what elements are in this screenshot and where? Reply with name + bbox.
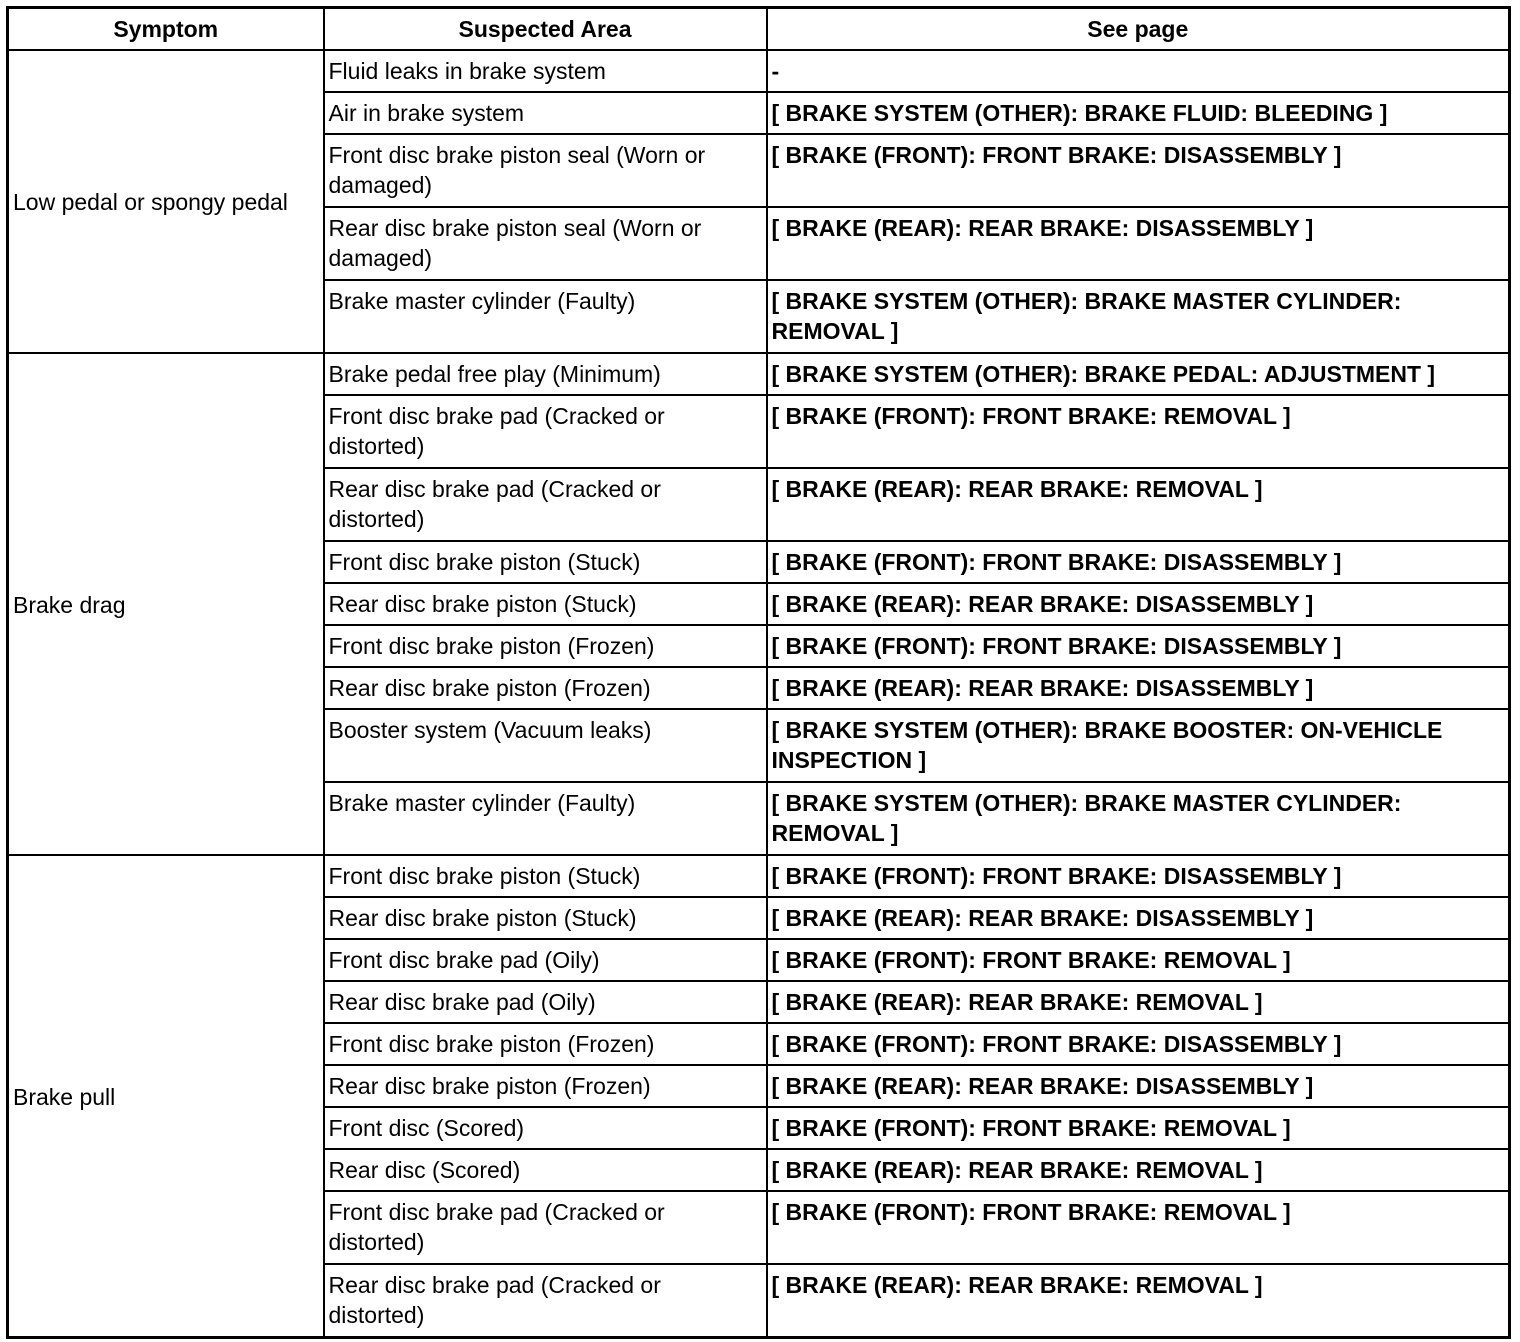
see-page-cell: [ BRAKE (REAR): REAR BRAKE: REMOVAL ] (767, 468, 1510, 541)
suspected-area-cell: Front disc brake piston seal (Worn or damaged) (324, 134, 767, 207)
troubleshooting-table (6, 6, 1511, 1339)
suspected-area-cell: Rear disc brake pad (Cracked or distorted) (324, 1264, 767, 1338)
header-symptom: Symptom (8, 8, 324, 51)
see-page-cell: [ BRAKE (FRONT): FRONT BRAKE: REMOVAL ] (767, 939, 1510, 981)
header-suspected-area: Suspected Area (324, 8, 767, 51)
see-page-cell: [ BRAKE (FRONT): FRONT BRAKE: DISASSEMBLY ] (767, 134, 1510, 207)
header-row (8, 8, 1510, 51)
see-page-cell: [ BRAKE (REAR): REAR BRAKE: DISASSEMBLY ] (767, 583, 1510, 625)
suspected-area-cell: Fluid leaks in brake system (324, 50, 767, 92)
table-row (8, 353, 1510, 395)
see-page-cell: [ BRAKE (FRONT): FRONT BRAKE: DISASSEMBLY ] (767, 1023, 1510, 1065)
see-page-cell: [ BRAKE (REAR): REAR BRAKE: REMOVAL ] (767, 1264, 1510, 1338)
see-page-cell: [ BRAKE (REAR): REAR BRAKE: DISASSEMBLY ] (767, 897, 1510, 939)
header-see-page: See page (767, 8, 1510, 51)
see-page-cell: [ BRAKE (FRONT): FRONT BRAKE: DISASSEMBLY ] (767, 541, 1510, 583)
suspected-area-cell: Brake master cylinder (Faulty) (324, 280, 767, 353)
table-row (8, 855, 1510, 897)
suspected-area-cell: Front disc brake pad (Oily) (324, 939, 767, 981)
see-page-cell: [ BRAKE (REAR): REAR BRAKE: DISASSEMBLY ] (767, 1065, 1510, 1107)
see-page-cell: [ BRAKE SYSTEM (OTHER): BRAKE MASTER CYLINDER: REMOVAL ] (767, 280, 1510, 353)
symptom-cell: Brake drag (8, 353, 324, 855)
suspected-area-cell: Front disc (Scored) (324, 1107, 767, 1149)
suspected-area-cell: Brake pedal free play (Minimum) (324, 353, 767, 395)
suspected-area-cell: Front disc brake piston (Frozen) (324, 625, 767, 667)
see-page-cell: [ BRAKE (FRONT): FRONT BRAKE: REMOVAL ] (767, 1191, 1510, 1264)
symptom-cell: Brake pull (8, 855, 324, 1338)
suspected-area-cell: Front disc brake piston (Stuck) (324, 855, 767, 897)
suspected-area-cell: Front disc brake pad (Cracked or distorted) (324, 1191, 767, 1264)
suspected-area-cell: Rear disc brake piston (Stuck) (324, 897, 767, 939)
suspected-area-cell: Front disc brake piston (Frozen) (324, 1023, 767, 1065)
suspected-area-cell: Rear disc (Scored) (324, 1149, 767, 1191)
see-page-cell: [ BRAKE (REAR): REAR BRAKE: REMOVAL ] (767, 1149, 1510, 1191)
see-page-cell: [ BRAKE SYSTEM (OTHER): BRAKE MASTER CYLINDER: REMOVAL ] (767, 782, 1510, 855)
see-page-cell: [ BRAKE (FRONT): FRONT BRAKE: DISASSEMBLY ] (767, 855, 1510, 897)
suspected-area-cell: Rear disc brake piston seal (Worn or damaged) (324, 207, 767, 280)
suspected-area-cell: Rear disc brake pad (Cracked or distorted) (324, 468, 767, 541)
symptom-cell: Low pedal or spongy pedal (8, 50, 324, 353)
see-page-cell: [ BRAKE (REAR): REAR BRAKE: DISASSEMBLY ] (767, 207, 1510, 280)
suspected-area-cell: Air in brake system (324, 92, 767, 134)
see-page-cell: [ BRAKE (FRONT): FRONT BRAKE: REMOVAL ] (767, 395, 1510, 468)
see-page-cell: - (767, 50, 1510, 92)
see-page-cell: [ BRAKE (REAR): REAR BRAKE: REMOVAL ] (767, 981, 1510, 1023)
suspected-area-cell: Front disc brake piston (Stuck) (324, 541, 767, 583)
see-page-cell: [ BRAKE SYSTEM (OTHER): BRAKE PEDAL: ADJUSTMENT ] (767, 353, 1510, 395)
see-page-cell: [ BRAKE SYSTEM (OTHER): BRAKE BOOSTER: ON-VEHICLE INSPECTION ] (767, 709, 1510, 782)
table-row (8, 50, 1510, 92)
see-page-cell: [ BRAKE (FRONT): FRONT BRAKE: REMOVAL ] (767, 1107, 1510, 1149)
see-page-cell: [ BRAKE (REAR): REAR BRAKE: DISASSEMBLY ] (767, 667, 1510, 709)
suspected-area-cell: Rear disc brake pad (Oily) (324, 981, 767, 1023)
suspected-area-cell: Booster system (Vacuum leaks) (324, 709, 767, 782)
see-page-cell: [ BRAKE (FRONT): FRONT BRAKE: DISASSEMBLY ] (767, 625, 1510, 667)
suspected-area-cell: Brake master cylinder (Faulty) (324, 782, 767, 855)
see-page-cell: [ BRAKE SYSTEM (OTHER): BRAKE FLUID: BLEEDING ] (767, 92, 1510, 134)
suspected-area-cell: Rear disc brake piston (Frozen) (324, 667, 767, 709)
suspected-area-cell: Front disc brake pad (Cracked or distorted) (324, 395, 767, 468)
suspected-area-cell: Rear disc brake piston (Stuck) (324, 583, 767, 625)
suspected-area-cell: Rear disc brake piston (Frozen) (324, 1065, 767, 1107)
